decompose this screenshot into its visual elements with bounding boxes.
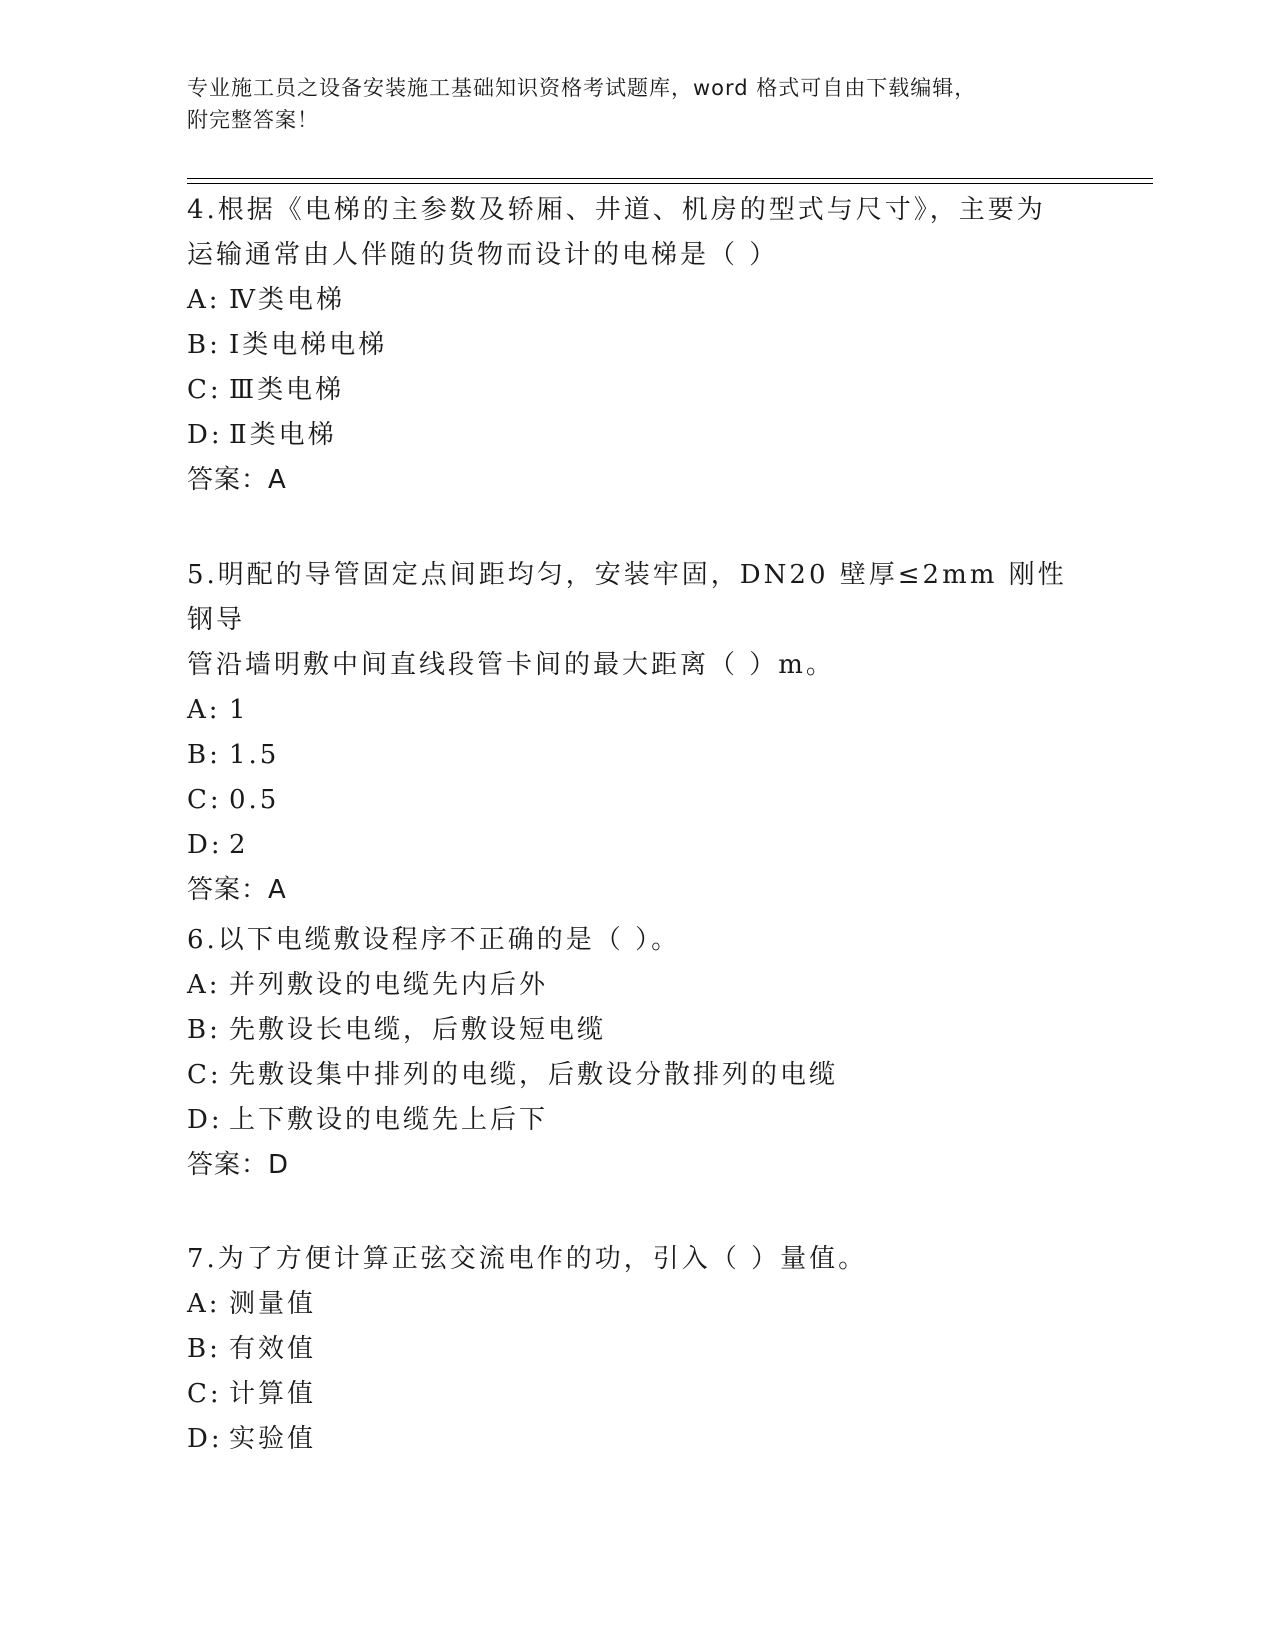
option-text: 有效值 xyxy=(229,1334,317,1364)
option-c xyxy=(187,1372,1087,1417)
option-b xyxy=(187,1327,1087,1372)
question-5 xyxy=(187,553,1087,913)
answer-label: 答案：D xyxy=(187,1150,290,1180)
option-text: 1 xyxy=(229,695,249,725)
question-stem-line: 5.明配的导管固定点间距均匀，安装牢固，DN20 壁厚≤2mm 刚性钢导 xyxy=(187,560,1067,635)
option-letter: C: xyxy=(187,1060,222,1090)
option-letter: B: xyxy=(187,740,221,770)
option-letter: D: xyxy=(187,1105,223,1135)
option-letter: A: xyxy=(187,1289,221,1319)
question-4 xyxy=(187,188,1087,503)
question-stem-line: 管沿墙明敷中间直线段管卡间的最大距离（ ）m。 xyxy=(187,650,835,680)
option-b xyxy=(187,323,1087,368)
option-a xyxy=(187,688,1087,733)
document-header xyxy=(187,72,1087,136)
option-letter: A: xyxy=(187,695,221,725)
option-text: 先敷设集中排列的电缆，后敷设分散排列的电缆 xyxy=(229,1060,839,1090)
option-text: 并列敷设的电缆先内后外 xyxy=(229,970,549,1000)
option-text: 0.5 xyxy=(229,785,280,815)
question-stem-line: 4.根据《电梯的主参数及轿厢、井道、机房的型式与尺寸》，主要为 xyxy=(187,195,1046,225)
answer-label: 答案：A xyxy=(187,465,287,495)
option-letter: A: xyxy=(187,285,221,315)
option-a xyxy=(187,278,1087,323)
answer-label: 答案：A xyxy=(187,875,287,905)
option-text: 上下敷设的电缆先上后下 xyxy=(229,1105,549,1135)
option-text: 测量值 xyxy=(229,1289,317,1319)
option-d xyxy=(187,413,1087,458)
question-stem-line: 运输通常由人伴随的货物而设计的电梯是（ ） xyxy=(187,240,779,270)
option-text: Ⅱ类电梯 xyxy=(229,420,337,450)
option-letter: A: xyxy=(187,970,221,1000)
question-stem-line: 6.以下电缆敷设程序不正确的是（ ）。 xyxy=(187,925,681,955)
option-letter: D: xyxy=(187,420,223,450)
option-text: Ⅳ类电梯 xyxy=(229,285,345,315)
header-divider-top xyxy=(187,178,1153,179)
option-text: 计算值 xyxy=(229,1379,317,1409)
option-letter: B: xyxy=(187,1334,221,1364)
option-letter: C: xyxy=(187,375,222,405)
option-letter: C: xyxy=(187,1379,222,1409)
option-letter: B: xyxy=(187,330,221,360)
option-letter: D: xyxy=(187,830,223,860)
option-c xyxy=(187,778,1087,823)
option-b xyxy=(187,733,1087,778)
option-text: Ⅲ类电梯 xyxy=(229,375,345,405)
option-a xyxy=(187,1282,1087,1327)
header-line-1: 专业施工员之设备安装施工基础知识资格考试题库，word 格式可自由下载编辑， xyxy=(187,76,977,100)
option-letter: B: xyxy=(187,1015,221,1045)
option-text: 实验值 xyxy=(229,1424,317,1454)
option-text: Ⅰ类电梯电梯 xyxy=(229,330,388,360)
option-letter: D: xyxy=(187,1424,223,1454)
option-text: 先敷设长电缆，后敷设短电缆 xyxy=(229,1015,607,1045)
header-line-2: 附完整答案！ xyxy=(187,108,319,132)
option-a xyxy=(187,963,1087,1008)
option-c xyxy=(187,368,1087,413)
option-b xyxy=(187,1008,1087,1053)
option-text: 1.5 xyxy=(229,740,280,770)
question-6 xyxy=(187,918,1087,1188)
option-text: 2 xyxy=(229,830,249,860)
header-divider-bottom xyxy=(187,183,1153,184)
option-d xyxy=(187,823,1087,868)
question-7 xyxy=(187,1237,1087,1462)
option-d xyxy=(187,1417,1087,1462)
question-stem-line: 7.为了方便计算正弦交流电作的功，引入（ ）量值。 xyxy=(187,1244,868,1274)
option-letter: C: xyxy=(187,785,222,815)
option-c xyxy=(187,1053,1087,1098)
option-d xyxy=(187,1098,1087,1143)
